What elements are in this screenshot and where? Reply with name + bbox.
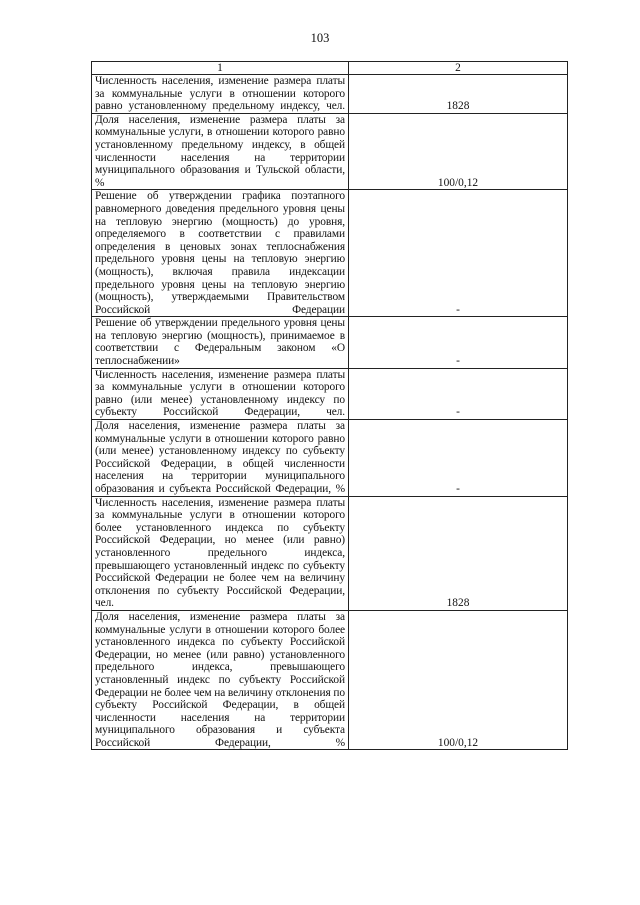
table-row: [92, 368, 568, 419]
value-cell: 1828: [349, 496, 568, 610]
table-row: [92, 190, 568, 317]
value-cell: 1828: [349, 75, 568, 114]
value-cell: -: [349, 190, 568, 317]
value-cell: -: [349, 317, 568, 368]
table-row: [92, 75, 568, 114]
indicator-text: Численность населения, изменение размера платы за коммунальные услуги в отношении которого равно (или менее) установленному индексу по субъекту Российской Федерации, чел.: [95, 368, 345, 419]
table-row: [92, 317, 568, 368]
indicator-text: Доля населения, изменение размера платы за коммунальные услуги, в отношении которого равно установленному предельному индексу, в общей численности населения на территории муниципального образования и Тульской области, %: [95, 113, 345, 189]
value-cell: -: [349, 368, 568, 419]
indicator-cell: [92, 420, 349, 497]
indicator-cell: [92, 496, 349, 610]
indicator-text: Решение об утверждении предельного уровня цены на тепловую энергию (мощность), принимаемое в соответствии с Федеральным законом «О теплоснабжении»: [95, 317, 345, 368]
table-row: [92, 610, 568, 750]
value-cell: 100/0,12: [349, 113, 568, 190]
indicator-cell: [92, 317, 349, 368]
indicator-cell: [92, 113, 349, 190]
column-header-1: 1: [92, 62, 349, 75]
indicator-text: Численность населения, изменение размера платы за коммунальные услуги в отношении которого равно установленному предельному индексу, чел.: [95, 75, 345, 113]
value-cell: 100/0,12: [349, 610, 568, 750]
indicator-cell: [92, 75, 349, 114]
indicator-cell: [92, 190, 349, 317]
indicator-text: Численность населения, изменение размера платы за коммунальные услуги в отношении которого более установленного индекса по субъекту Российской Федерации, но менее (или равно) установленного предельного индекса, превышающего установленный индекс по субъекту Российской Федерации не более чем на величину отклонения по субъекту Российской Федерации, чел.: [95, 496, 345, 610]
indicators-table: [91, 61, 568, 750]
indicator-text: Решение об утверждении графика поэтапного равномерного доведения предельного уровня цены на тепловую энергию (мощность) до уровня, определяемого в соответствии с правилами определения в ценовых зонах теплоснабжения предельного уровня цены на тепловую энергию (мощность), включая правила индексации предельного уровня цены на тепловую энергию (мощность), утверждаемыми Правительством Российской Федерации: [95, 190, 345, 316]
table-row: [92, 496, 568, 610]
column-header-2: 2: [349, 62, 568, 75]
indicator-cell: [92, 368, 349, 419]
value-cell: -: [349, 420, 568, 497]
table-row: [92, 113, 568, 190]
indicator-cell: [92, 610, 349, 750]
page-number: 103: [310, 31, 330, 45]
indicator-text: Доля населения, изменение размера платы за коммунальные услуги в отношении которого равно (или менее) установленному индексу по субъекту Российской Федерации, в общей численности населения на территории муниципального образования и субъекта Российской Федерации, %: [95, 420, 345, 495]
indicator-text: Доля населения, изменение размера платы за коммунальные услуги в отношении которого более установленного индекса по субъекту Российской Федерации, но менее (или равно) установленного предельного индекса, превышающего установленный индекс по субъекту Российской Федерации не более чем на величину отклонения по субъекту Российской Федерации, в общей численности населения на территории муниципального образования и субъекта Российской Федерации, %: [95, 610, 345, 749]
table-row: [92, 420, 568, 497]
table-header-row: [92, 62, 568, 75]
